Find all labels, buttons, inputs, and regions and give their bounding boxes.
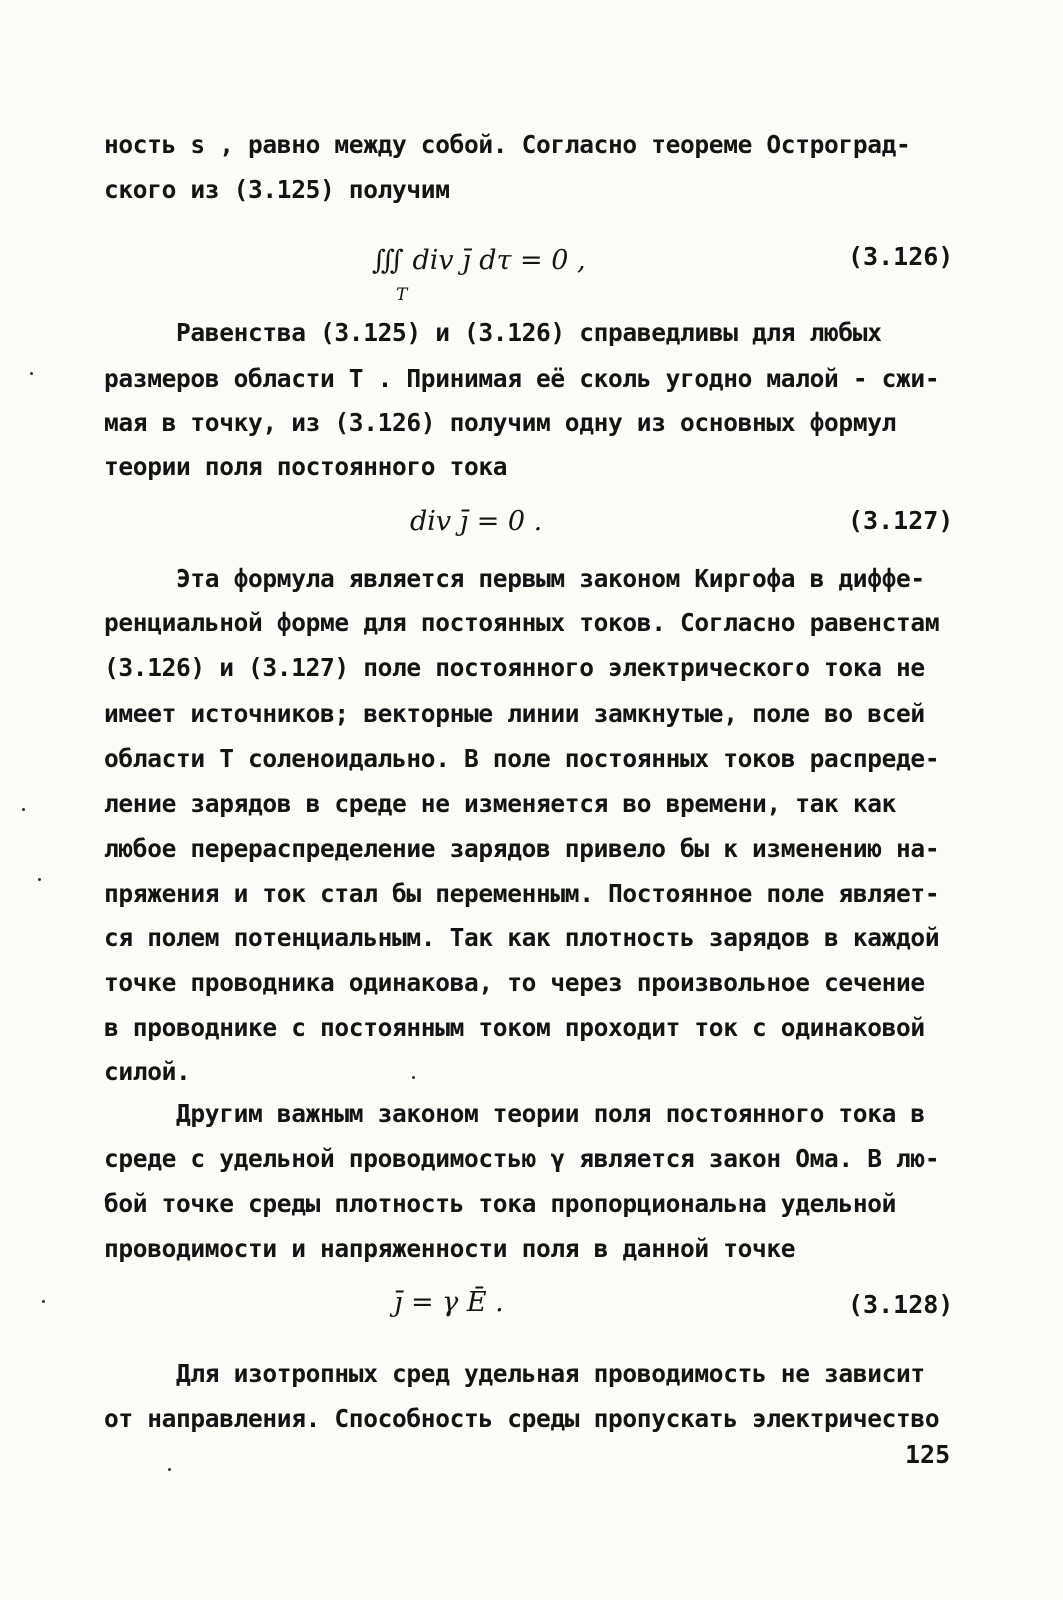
equation-3-127: div j̄ = 0 .	[410, 506, 543, 537]
text-line: Эта формула является первым законом Киргофа в диффе-	[176, 564, 925, 593]
scan-speck	[30, 372, 33, 375]
text-line: пряжения и ток стал бы переменным. Постоянное поле являет-	[104, 879, 940, 908]
text-line: точке проводника одинакова, то через произвольное сечение	[104, 968, 925, 997]
text-line: ность s , равно между собой. Согласно теореме Остроград-	[104, 130, 911, 159]
text-line: области T соленоидально. В поле постоянных токов распреде-	[104, 744, 940, 773]
text-line: в проводнике с постоянным током проходит ток с одинаковой	[104, 1013, 925, 1042]
text-line: Другим важным законом теории поля постоянного тока в	[176, 1099, 925, 1128]
equation-number: (3.127)	[848, 506, 954, 535]
scan-speck	[38, 878, 41, 881]
page-number: 125	[905, 1440, 951, 1469]
text-line: от направления. Способность среды пропускать электричество	[104, 1404, 940, 1433]
text-line: имеет источников; векторные линии замкнутые, поле во всей	[104, 699, 925, 728]
text-line: бой точке среды плотность тока пропорциональна удельной	[104, 1189, 897, 1218]
text-line: ского из (3.125) получим	[104, 175, 450, 204]
scan-speck	[168, 1468, 171, 1471]
scan-speck	[22, 808, 25, 811]
equation-3-126: ∭ div j̄ dτ = 0 ,	[372, 245, 586, 276]
text-line: размеров области T . Принимая её сколь угодно малой - сжи-	[104, 364, 940, 393]
equation-number: (3.128)	[848, 1290, 954, 1319]
text-line: ренциальной форме для постоянных токов. Согласно равенстам	[104, 608, 940, 637]
text-line: мая в точку, из (3.126) получим одну из основных формул	[104, 408, 897, 437]
text-line: (3.126) и (3.127) поле постоянного электрического тока не	[104, 653, 925, 682]
text-line: среде с удельной проводимостью γ является закон Ома. В лю-	[104, 1144, 940, 1173]
text-line: любое перераспределение зарядов привело бы к изменению на-	[104, 834, 940, 863]
integral-domain-label: T	[396, 285, 408, 305]
scan-speck	[412, 1076, 415, 1079]
text-line: ся полем потенциальным. Так как плотность зарядов в каждой	[104, 923, 940, 952]
equation-number: (3.126)	[848, 242, 954, 271]
text-line: Равенства (3.125) и (3.126) справедливы для любых	[176, 318, 882, 347]
text-line: ление зарядов в среде не изменяется во времени, так как	[104, 789, 897, 818]
text-line: проводимости и напряженности поля в данной точке	[104, 1234, 796, 1263]
text-line: Для изотропных сред удельная проводимость не зависит	[176, 1359, 925, 1388]
scan-speck	[42, 1300, 45, 1303]
text-line: силой.	[104, 1057, 191, 1086]
equation-3-128: j̄ = γ Ē .	[394, 1287, 504, 1318]
text-line: теории поля постоянного тока	[104, 452, 508, 481]
